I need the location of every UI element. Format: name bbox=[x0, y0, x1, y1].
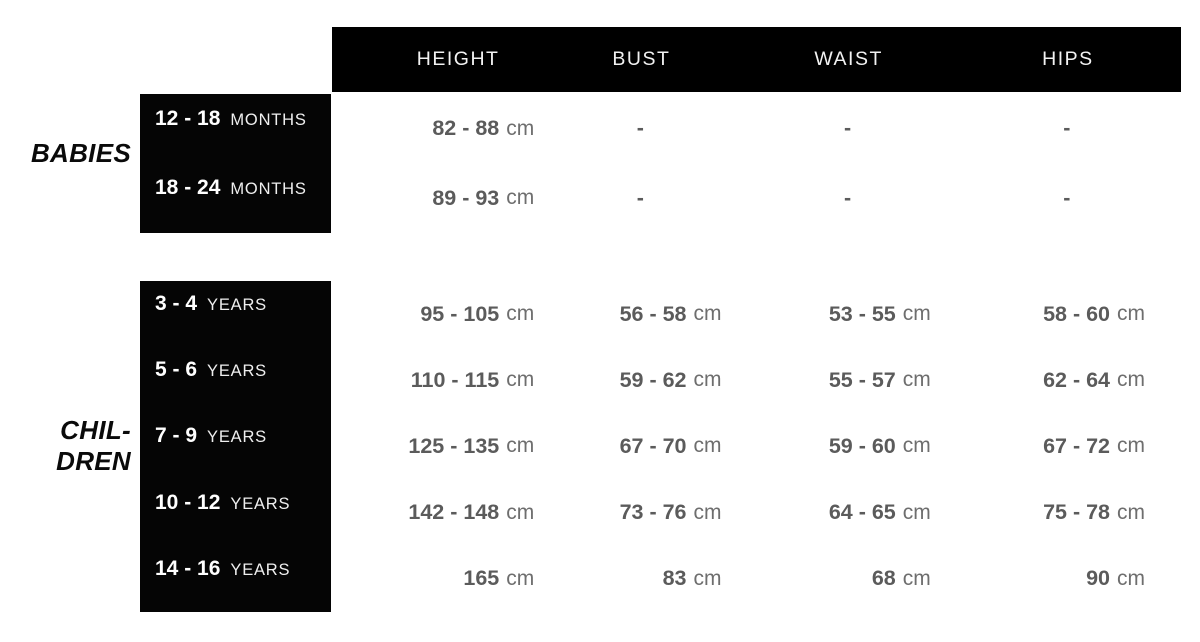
age-range: 14 - 16 bbox=[155, 556, 221, 580]
height-value: 82 - 88 bbox=[432, 116, 500, 141]
height-value: 89 - 93 bbox=[432, 185, 500, 210]
group-label-babies-text: BABIES bbox=[30, 138, 131, 168]
height-value-cell bbox=[331, 480, 543, 546]
height-unit: cm bbox=[506, 368, 535, 392]
age-label bbox=[155, 358, 267, 382]
hips-value: - bbox=[1063, 116, 1071, 141]
waist-unit: cm bbox=[902, 302, 931, 326]
waist-value-cell bbox=[756, 347, 968, 413]
waist-value: - bbox=[844, 116, 852, 141]
bust-unit: cm bbox=[693, 434, 722, 458]
age-label-cell bbox=[140, 413, 331, 479]
table-row-children-14-16 bbox=[140, 546, 1180, 612]
age-label bbox=[155, 557, 290, 581]
waist-value: - bbox=[844, 185, 852, 210]
hips-value-cell bbox=[968, 94, 1180, 164]
age-range: 12 - 18 bbox=[155, 106, 221, 130]
height-value: 110 - 115 bbox=[410, 367, 500, 392]
age-label bbox=[155, 491, 290, 515]
hips-unit: cm bbox=[1117, 566, 1145, 590]
waist-value-cell bbox=[756, 281, 968, 347]
age-unit: YEARS bbox=[230, 494, 291, 513]
age-unit: MONTHS bbox=[230, 180, 307, 199]
bust-value: 73 - 76 bbox=[619, 500, 687, 525]
age-range: 3 - 4 bbox=[155, 292, 198, 316]
hips-unit: cm bbox=[1117, 434, 1145, 458]
age-label-cell bbox=[140, 164, 331, 234]
waist-unit: cm bbox=[902, 434, 931, 458]
bust-value-cell bbox=[543, 281, 755, 347]
table-row-children-10-12 bbox=[140, 480, 1180, 546]
table-row-babies-18-24 bbox=[140, 164, 1180, 234]
height-value: 142 - 148 bbox=[408, 500, 500, 525]
hips-value: - bbox=[1063, 185, 1071, 210]
waist-value-cell bbox=[756, 164, 968, 234]
age-label bbox=[155, 107, 307, 131]
table-row-children-7-9 bbox=[140, 413, 1180, 479]
age-range: 7 - 9 bbox=[155, 424, 198, 448]
height-value: 165 bbox=[463, 566, 500, 591]
age-label-cell bbox=[140, 480, 331, 546]
age-label bbox=[155, 292, 267, 316]
bust-unit: cm bbox=[693, 566, 722, 590]
age-unit: YEARS bbox=[207, 296, 267, 315]
waist-value: 53 - 55 bbox=[828, 301, 896, 326]
age-label-cell bbox=[140, 281, 331, 347]
age-label-cell bbox=[140, 94, 331, 164]
height-unit: cm bbox=[506, 186, 535, 210]
age-unit: YEARS bbox=[207, 362, 267, 381]
height-value-cell bbox=[331, 164, 543, 234]
height-value-cell bbox=[331, 413, 543, 479]
bust-value: 67 - 70 bbox=[619, 433, 687, 458]
bust-value-cell bbox=[543, 164, 755, 234]
bust-value-cell bbox=[543, 413, 755, 479]
table-row-babies-12-18 bbox=[140, 94, 1180, 164]
group-label-children-line1: CHIL- bbox=[60, 415, 131, 445]
height-unit: cm bbox=[506, 116, 535, 140]
column-header-height bbox=[332, 27, 544, 92]
height-value-cell bbox=[331, 546, 543, 612]
group-label-children-line2: DREN bbox=[56, 446, 131, 476]
hips-value: 90 bbox=[1086, 566, 1110, 591]
age-range: 18 - 24 bbox=[155, 176, 221, 200]
height-value-cell bbox=[331, 281, 543, 347]
age-label bbox=[155, 176, 307, 200]
column-header-height-label: HEIGHT bbox=[416, 48, 500, 70]
age-range: 10 - 12 bbox=[155, 490, 221, 514]
waist-value-cell bbox=[756, 413, 968, 479]
waist-value-cell bbox=[756, 546, 968, 612]
waist-value-cell bbox=[756, 94, 968, 164]
hips-value: 67 - 72 bbox=[1043, 433, 1110, 458]
hips-unit: cm bbox=[1117, 500, 1145, 524]
hips-value-cell bbox=[968, 546, 1180, 612]
age-unit: MONTHS bbox=[230, 110, 307, 129]
age-unit: YEARS bbox=[230, 560, 291, 579]
bust-value: 83 bbox=[662, 566, 687, 591]
bust-unit: cm bbox=[693, 368, 722, 392]
age-label bbox=[155, 424, 267, 448]
bust-value-cell bbox=[543, 480, 755, 546]
column-header-hips bbox=[969, 27, 1181, 92]
hips-unit: cm bbox=[1117, 368, 1145, 392]
column-header-bust bbox=[544, 27, 756, 92]
bust-value-cell bbox=[543, 94, 755, 164]
column-header-waist bbox=[757, 27, 969, 92]
height-unit: cm bbox=[506, 434, 535, 458]
hips-value: 62 - 64 bbox=[1043, 367, 1110, 392]
bust-unit: cm bbox=[693, 500, 722, 524]
height-value: 125 - 135 bbox=[408, 433, 500, 458]
bust-value-cell bbox=[543, 347, 755, 413]
group-label-children bbox=[0, 415, 133, 477]
bust-value: - bbox=[636, 185, 644, 210]
bust-value: 59 - 62 bbox=[619, 367, 687, 392]
column-header-waist-label: WAIST bbox=[814, 48, 883, 70]
age-label-cell bbox=[140, 546, 331, 612]
height-unit: cm bbox=[506, 302, 535, 326]
bust-unit: cm bbox=[693, 302, 722, 326]
age-label-cell bbox=[140, 347, 331, 413]
waist-value-cell bbox=[756, 480, 968, 546]
height-value-cell bbox=[331, 347, 543, 413]
hips-value: 58 - 60 bbox=[1043, 301, 1110, 326]
hips-value: 75 - 78 bbox=[1043, 500, 1110, 525]
bust-value: - bbox=[636, 116, 644, 141]
group-label-babies bbox=[0, 138, 133, 169]
waist-value: 64 - 65 bbox=[828, 500, 896, 525]
waist-unit: cm bbox=[902, 368, 931, 392]
hips-value-cell bbox=[968, 164, 1180, 234]
hips-value-cell bbox=[968, 480, 1180, 546]
column-header-bar bbox=[332, 27, 1181, 92]
height-value-cell bbox=[331, 94, 543, 164]
waist-value: 59 - 60 bbox=[828, 433, 896, 458]
column-header-hips-label: HIPS bbox=[1042, 48, 1094, 70]
waist-value: 68 bbox=[871, 566, 896, 591]
bust-value-cell bbox=[543, 546, 755, 612]
hips-value-cell bbox=[968, 413, 1180, 479]
height-unit: cm bbox=[506, 566, 535, 590]
age-range: 5 - 6 bbox=[155, 358, 198, 382]
age-unit: YEARS bbox=[207, 428, 267, 447]
hips-value-cell bbox=[968, 281, 1180, 347]
waist-value: 55 - 57 bbox=[828, 367, 896, 392]
table-row-children-3-4 bbox=[140, 281, 1180, 347]
hips-unit: cm bbox=[1117, 302, 1145, 326]
column-header-bust-label: BUST bbox=[612, 48, 671, 70]
height-value: 95 - 105 bbox=[420, 301, 500, 326]
table-row-children-5-6 bbox=[140, 347, 1180, 413]
hips-value-cell bbox=[968, 347, 1180, 413]
waist-unit: cm bbox=[902, 566, 931, 590]
bust-value: 56 - 58 bbox=[619, 301, 687, 326]
height-unit: cm bbox=[506, 500, 535, 524]
waist-unit: cm bbox=[902, 500, 931, 524]
